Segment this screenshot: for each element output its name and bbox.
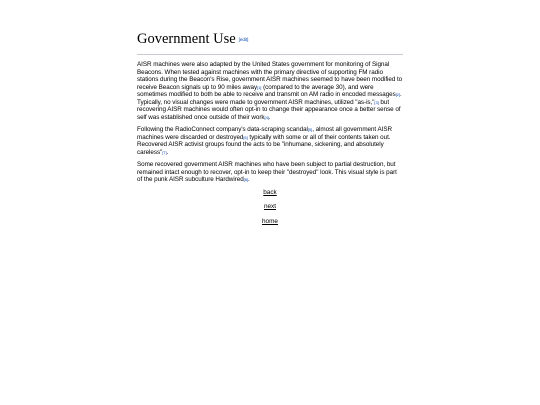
edit-link[interactable]: [edit]: [238, 37, 249, 42]
paragraph-text: (compared to the average 30), and were sometimes modified to both be able to receive and transmit on AM radio in encoded messages: [137, 83, 396, 98]
section-heading-row: [137, 30, 403, 50]
paragraph-text: Some recovered government AISR machines who have been subject to partial destruction, but remained intact enough to recover, opt-in to keep their "destroyed" look. This visual style is part of the punk AISR subculture Hardwired: [137, 161, 397, 183]
paragraph-1: [137, 61, 403, 121]
citation-link[interactable]: [5]: [307, 127, 313, 132]
citation-link[interactable]: [1]: [257, 84, 262, 90]
section-title: Government Use: [137, 31, 236, 47]
citation-link[interactable]: [2]: [395, 92, 401, 97]
paragraph-text: AISR machines were also adapted by the United States government for monitoring of Signal Beacons. When tested against machines with the primary directive of supporting FM radio stations during the Beacon's Rise, government AISR machines seemed to have been modified to receive Beacon signals up to 90 miles away: [137, 61, 403, 91]
paragraph-text: but recovering AISR machines would often opt-in to change their appearance once a better sense of self was established once outside of their work: [137, 98, 401, 121]
paragraph-text: .: [268, 113, 271, 121]
citation-link[interactable]: [8]: [243, 177, 248, 182]
paragraph-text: Following the RadioConnect company's data-scraping scandal: [137, 126, 308, 133]
paragraph-3: [137, 161, 403, 184]
citation-link[interactable]: [7]: [162, 149, 167, 155]
next-link[interactable]: next: [263, 203, 277, 211]
citation-link[interactable]: [4]: [264, 114, 269, 120]
article-body: [137, 61, 403, 184]
page-navigation: [137, 189, 403, 226]
citation-link[interactable]: [6]: [243, 134, 248, 140]
home-link[interactable]: home: [262, 217, 278, 225]
paragraph-text: typically with some or all of their contents taken out. Recovered AISR activist groups found the acts to be "inhumane, sickening, and absolutely careless": [137, 133, 391, 156]
citation-link[interactable]: [3]: [374, 99, 379, 105]
back-link[interactable]: back: [263, 188, 277, 196]
paragraph-text: , almost all government AISR machines were discarded or destroyed: [137, 126, 392, 141]
paragraph-text: .: [247, 176, 250, 183]
paragraph-text: . Typically, no visual changes were made to government AISR machines, utilized "as-is,": [137, 91, 402, 106]
paragraph-text: .: [166, 148, 169, 156]
section-divider: [137, 54, 403, 55]
paragraph-2: [137, 126, 403, 156]
article: [137, 30, 403, 232]
